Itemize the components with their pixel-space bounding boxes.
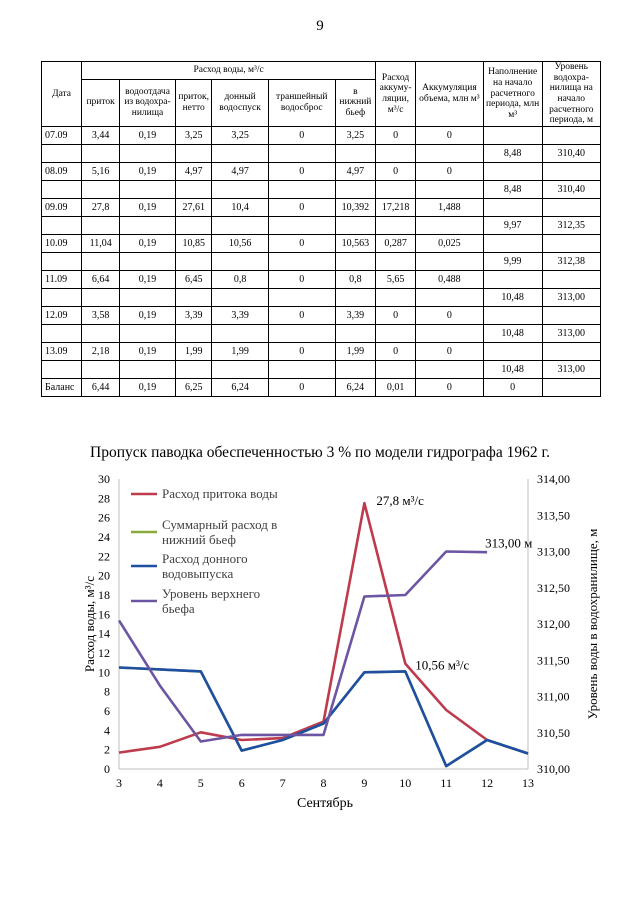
table-cell: 3,58 xyxy=(82,306,120,324)
table-cell: 9,97 xyxy=(483,216,542,234)
x-tick-label: 11 xyxy=(440,776,452,790)
table-cell: 27,61 xyxy=(175,198,212,216)
y-tick-label: 16 xyxy=(98,607,110,622)
table-cell: 310,40 xyxy=(542,144,600,162)
table-cell: 0 xyxy=(268,162,335,180)
y-tick-label: 14 xyxy=(98,626,110,641)
x-tick-label: 7 xyxy=(279,776,286,790)
table-cell: 2,18 xyxy=(82,342,120,360)
table-cell-date: 09.09 xyxy=(42,198,82,216)
header-reservoir-release: водоотдача из водохра-нилища xyxy=(120,79,176,126)
header-trench-spillway: траншейный водосброс xyxy=(268,79,335,126)
table-cell: 313,00 xyxy=(542,324,600,342)
table-cell: 0 xyxy=(268,378,335,396)
table-cell: 4,97 xyxy=(335,162,375,180)
page-number: 9 xyxy=(316,18,324,34)
header-date: Дата xyxy=(42,62,82,127)
table-cell: 10,563 xyxy=(335,234,375,252)
header-bottom-outlet: донный водоспуск xyxy=(212,79,268,126)
table-cell: 10,56 xyxy=(212,234,268,252)
table-cell: 8,48 xyxy=(483,180,542,198)
x-tick-label: 6 xyxy=(238,776,245,790)
table-cell: 27,8 xyxy=(82,198,120,216)
table-cell: 6,45 xyxy=(175,270,212,288)
table-cell: 3,25 xyxy=(175,126,212,144)
table-cell: 4,97 xyxy=(212,162,268,180)
y2-tick-label: 310,00 xyxy=(537,762,570,776)
table-cell: 0,19 xyxy=(120,234,176,252)
annotation-bottom-outlet: 10,56 м³/с xyxy=(415,657,470,673)
table-cell: 0 xyxy=(375,342,415,360)
annotation-peak-inflow: 27,8 м³/с xyxy=(376,493,424,509)
table-cell-date: 13.09 xyxy=(42,342,82,360)
table-cell: 0 xyxy=(416,162,483,180)
y2-tick-label: 312,50 xyxy=(537,580,570,595)
y-tick-label: 0 xyxy=(104,762,110,776)
table-cell: 0 xyxy=(268,270,335,288)
table-cell: 8,48 xyxy=(483,144,542,162)
y2-tick-label: 313,50 xyxy=(537,508,570,523)
table-cell: 0 xyxy=(416,342,483,360)
header-inflow-net: приток, нетто xyxy=(175,79,212,126)
table-cell: 0 xyxy=(483,378,542,396)
table-cell: 0,19 xyxy=(120,306,176,324)
table-cell: 0 xyxy=(268,198,335,216)
table-cell-date: 12.09 xyxy=(42,306,82,324)
table-cell: 0,488 xyxy=(416,270,483,288)
table-cell: 312,38 xyxy=(542,252,600,270)
table-cell: 6,44 xyxy=(82,378,120,396)
table-cell: 10,85 xyxy=(175,234,212,252)
y-tick-label: 24 xyxy=(98,530,110,544)
header-downstream: в нижний бьеф xyxy=(335,79,375,126)
table-cell: 0 xyxy=(416,306,483,324)
legend-label: Расход донного водовыпуска xyxy=(162,551,248,581)
table-cell: 0,19 xyxy=(120,198,176,216)
table-cell: 0,19 xyxy=(120,126,176,144)
table-cell: 0 xyxy=(268,126,335,144)
table-cell: 3,44 xyxy=(82,126,120,144)
y2-tick-label: 311,00 xyxy=(537,689,570,704)
table-cell: 10,48 xyxy=(483,288,542,306)
table-cell: 313,00 xyxy=(542,288,600,306)
table-cell: 6,64 xyxy=(82,270,120,288)
table-cell: 1,99 xyxy=(212,342,268,360)
header-flow-group: Расход воды, м³/с xyxy=(82,62,376,80)
x-tick-label: 12 xyxy=(481,776,494,790)
y-tick-label: 28 xyxy=(98,491,110,506)
table-cell: 1,488 xyxy=(416,198,483,216)
table-cell: 0,8 xyxy=(212,270,268,288)
table-cell: 312,35 xyxy=(542,216,600,234)
y2-tick-label: 313,00 xyxy=(537,544,570,559)
table-cell: 3,25 xyxy=(335,126,375,144)
x-tick-label: 13 xyxy=(522,776,534,790)
table-cell: 10,48 xyxy=(483,360,542,378)
table-cell: 5,65 xyxy=(375,270,415,288)
y-tick-label: 26 xyxy=(98,510,110,525)
table-cell: 10,48 xyxy=(483,324,542,342)
table-cell: 3,39 xyxy=(335,306,375,324)
table-cell: 313,00 xyxy=(542,360,600,378)
table-cell: 6,24 xyxy=(335,378,375,396)
y2-tick-label: 311,50 xyxy=(537,653,570,668)
table-cell: 10,4 xyxy=(212,198,268,216)
legend-label: Суммарный расход в нижний бьеф xyxy=(162,517,278,547)
table-cell: 0,19 xyxy=(120,342,176,360)
table-cell: 0 xyxy=(375,306,415,324)
table-cell-date: 11.09 xyxy=(42,270,82,288)
y2-tick-label: 314,00 xyxy=(537,472,570,486)
table-cell: 17,218 xyxy=(375,198,415,216)
y2-tick-label: 310,50 xyxy=(537,725,570,740)
table-cell: 0,19 xyxy=(120,378,176,396)
table-cell: 0 xyxy=(268,342,335,360)
y-tick-label: 18 xyxy=(98,588,110,602)
legend-label: Расход притока воды xyxy=(162,486,278,501)
x-tick-label: 3 xyxy=(116,776,122,790)
x-tick-label: 10 xyxy=(399,776,412,790)
header-accumulation-flow: Расход аккуму-ляции, м³/с xyxy=(375,62,415,127)
table-cell: 3,25 xyxy=(212,126,268,144)
table-cell: 5,16 xyxy=(82,162,120,180)
table-cell: 0 xyxy=(416,126,483,144)
header-inflow: приток xyxy=(82,79,120,126)
table-cell: 1,99 xyxy=(335,342,375,360)
table-cell: 0 xyxy=(268,234,335,252)
y-tick-label: 6 xyxy=(104,704,110,718)
y-tick-label: 22 xyxy=(98,549,110,564)
x-tick-label: 4 xyxy=(156,776,163,790)
x-tick-label: 8 xyxy=(320,776,327,790)
header-accumulation-volume: Аккумуляция объема, млн м³ xyxy=(416,62,483,127)
table-cell: 11,04 xyxy=(82,234,120,252)
table-cell: 10,392 xyxy=(335,198,375,216)
y-tick-label: 10 xyxy=(98,665,110,680)
y-tick-label: 20 xyxy=(98,568,110,583)
table-cell: 9,99 xyxy=(483,252,542,270)
table-cell: 3,39 xyxy=(212,306,268,324)
header-level-start: Уровень водохра-нилища на начало расчетного периода, м xyxy=(542,62,600,127)
y2-tick-label: 312,00 xyxy=(537,617,570,631)
y-axis-label: Расход воды, м³/с xyxy=(82,575,97,673)
table-cell: 0,19 xyxy=(120,270,176,288)
table-cell: 0,287 xyxy=(375,234,415,252)
header-fill-start: Наполнение на начало расчетного периода, млн м³ xyxy=(483,62,542,127)
table-cell: 0,8 xyxy=(335,270,375,288)
x-axis-label: Сентябрь xyxy=(296,796,354,811)
legend-label: Уровень верхнего бьефа xyxy=(162,586,261,616)
y-tick-label: 8 xyxy=(104,684,110,699)
table-cell-date: 10.09 xyxy=(42,234,82,252)
table-cell: 1,99 xyxy=(175,342,212,360)
y-tick-label: 4 xyxy=(104,723,110,738)
table-cell: 0,19 xyxy=(120,162,176,180)
table-cell: 0 xyxy=(375,162,415,180)
x-tick-label: 9 xyxy=(361,776,368,790)
table-cell: 0,025 xyxy=(416,234,483,252)
table-cell: 0 xyxy=(416,378,483,396)
table-cell: 6,24 xyxy=(212,378,268,396)
table-cell: 3,39 xyxy=(175,306,212,324)
table-cell-date: 07.09 xyxy=(42,126,82,144)
table-cell: 0 xyxy=(268,306,335,324)
table-cell-date: 08.09 xyxy=(42,162,82,180)
annotation-level: 313,00 м xyxy=(485,535,533,551)
table-cell: 6,25 xyxy=(175,378,212,396)
y-tick-label: 30 xyxy=(98,472,110,486)
y2-axis-label: Уровень воды в водохранилище, м xyxy=(585,528,600,720)
y-tick-label: 12 xyxy=(98,646,110,660)
table-cell-date: Баланс xyxy=(42,378,82,396)
x-tick-label: 5 xyxy=(197,776,204,790)
chart-title: Пропуск паводка обеспеченностью 3 % по модели гидрографа 1962 г. xyxy=(90,444,550,461)
table-cell: 310,40 xyxy=(542,180,600,198)
y-tick-label: 2 xyxy=(104,742,110,757)
table-cell: 0 xyxy=(375,126,415,144)
table-cell: 0,01 xyxy=(375,378,415,396)
table-cell: 4,97 xyxy=(175,162,212,180)
